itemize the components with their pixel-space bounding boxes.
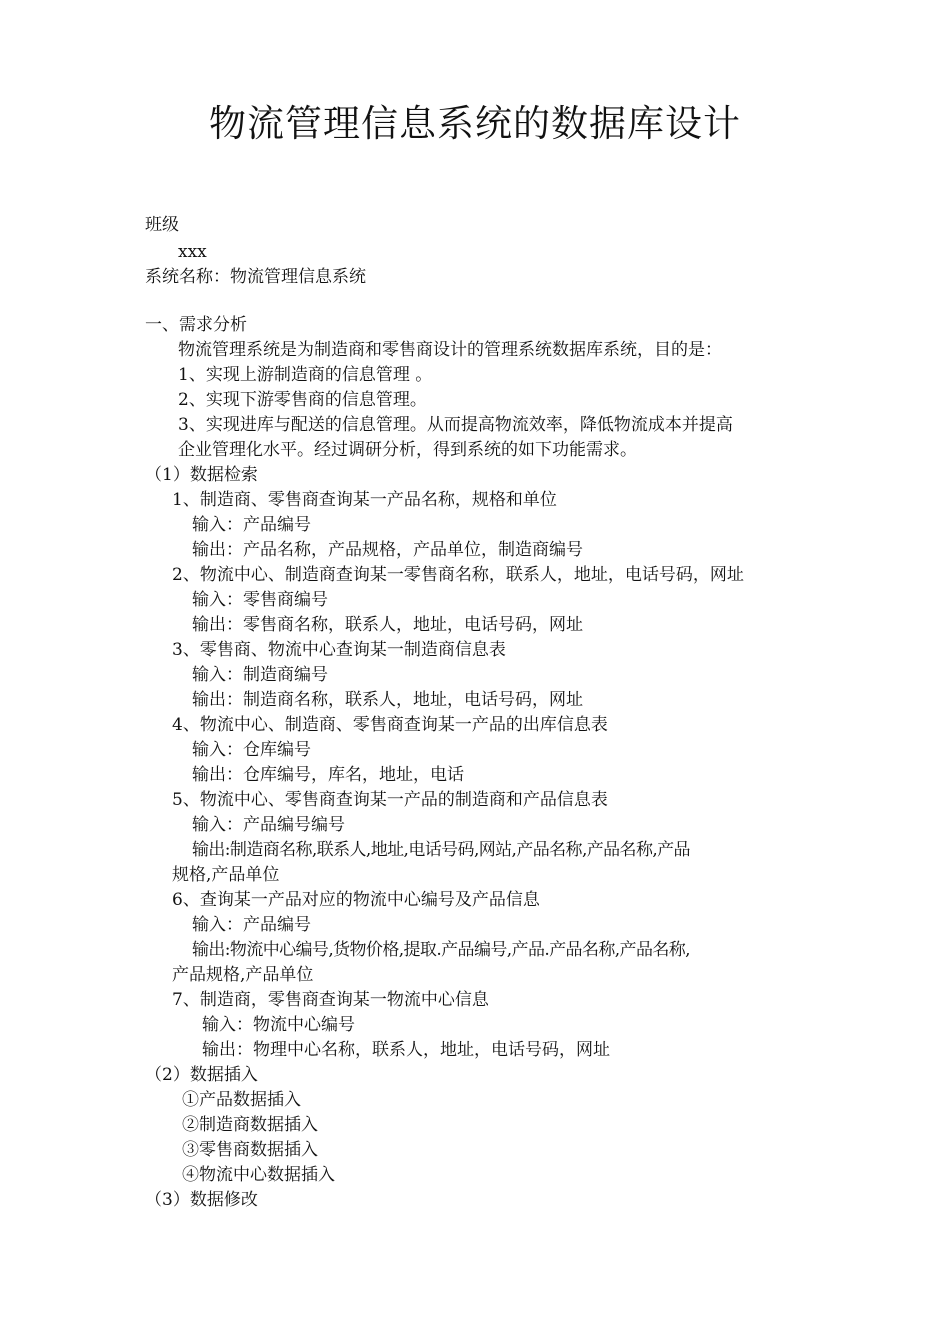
query-title: 7、制造商，零售商查询某一物流中心信息 <box>172 990 489 1010</box>
query-input: 输入：产品编号 <box>192 915 311 935</box>
goal-item: 3、实现进库与配送的信息管理。从而提高物流效率，降低物流成本并提高 <box>178 415 733 435</box>
query-title: 4、物流中心、制造商、零售商查询某一产品的出库信息表 <box>172 715 608 735</box>
list-item: ②制造商数据插入 <box>182 1115 318 1135</box>
class-label: 班级 <box>145 215 179 235</box>
query-output: 输出：制造商名称，联系人，地址，电话号码，网址 <box>192 690 583 710</box>
query-input: 输入：仓库编号 <box>192 740 311 760</box>
document-title: 物流管理信息系统的数据库设计 <box>209 102 741 145</box>
query-input: 输入：产品编号编号 <box>192 815 345 835</box>
goal-item: 1、实现上游制造商的信息管理 。 <box>178 365 433 385</box>
list-item: ④物流中心数据插入 <box>182 1165 335 1185</box>
query-output: 输出：物理中心名称，联系人，地址，电话号码，网址 <box>202 1040 610 1060</box>
requirements-intro: 物流管理系统是为制造商和零售商设计的管理系统数据库系统，目的是： <box>178 340 722 360</box>
class-value: xxx <box>178 242 207 262</box>
query-input: 输入：制造商编号 <box>192 665 328 685</box>
subsection-heading-insertion: （2）数据插入 <box>145 1065 258 1085</box>
query-title: 6、查询某一产品对应的物流中心编号及产品信息 <box>172 890 540 910</box>
system-name: 系统名称：物流管理信息系统 <box>145 267 366 287</box>
list-item: ③零售商数据插入 <box>182 1140 318 1160</box>
goal-item: 2、实现下游零售商的信息管理。 <box>178 390 427 410</box>
query-input: 输入：物流中心编号 <box>202 1015 355 1035</box>
query-output-continued: 产品规格,产品单位 <box>172 965 314 985</box>
query-title: 3、零售商、物流中心查询某一制造商信息表 <box>172 640 506 660</box>
query-output-continued: 规格,产品单位 <box>172 865 280 885</box>
section-heading-requirements: 一、需求分析 <box>145 315 247 335</box>
list-item: ①产品数据插入 <box>182 1090 301 1110</box>
query-title: 2、物流中心、制造商查询某一零售商名称，联系人，地址，电话号码，网址 <box>172 565 744 585</box>
query-output: 输出：产品名称，产品规格，产品单位，制造商编号 <box>192 540 583 560</box>
query-output: 输出:物流中心编号,货物价格,提取.产品编号,产品.产品名称,产品名称, <box>192 940 690 960</box>
query-input: 输入：产品编号 <box>192 515 311 535</box>
query-output: 输出：仓库编号，库名，地址，电话 <box>192 765 464 785</box>
query-output: 输出：零售商名称，联系人，地址，电话号码，网址 <box>192 615 583 635</box>
goal-item-continued: 企业管理化水平。经过调研分析，得到系统的如下功能需求。 <box>178 440 637 460</box>
query-title: 5、物流中心、零售商查询某一产品的制造商和产品信息表 <box>172 790 608 810</box>
subsection-heading-modification: （3）数据修改 <box>145 1190 258 1210</box>
query-output: 输出:制造商名称,联系人,地址,电话号码,网站,产品名称,产品名称,产品 <box>192 840 690 860</box>
query-title: 1、制造商、零售商查询某一产品名称，规格和单位 <box>172 490 557 510</box>
query-input: 输入：零售商编号 <box>192 590 328 610</box>
subsection-heading-retrieval: （1）数据检索 <box>145 465 258 485</box>
